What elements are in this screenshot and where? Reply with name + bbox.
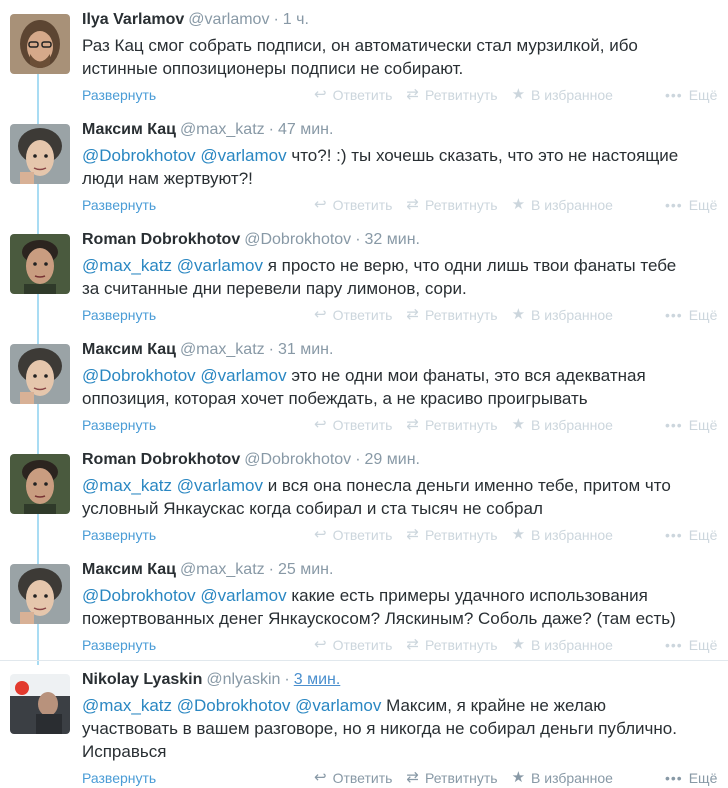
tweet[interactable] <box>0 660 728 788</box>
tweet-actions <box>82 526 728 544</box>
tweet-text-segment: условный Янкаускас когда собирал и ста тысяч не собрал <box>82 499 543 518</box>
fullname[interactable]: Максим Кац <box>82 561 176 578</box>
tweet-text-line <box>82 167 720 190</box>
tweet-text-segment: какие есть примеры удачного использования <box>286 586 648 605</box>
expand-link[interactable]: Развернуть <box>82 527 157 543</box>
favorite-button[interactable]: ★ В избранное <box>511 526 613 543</box>
favorite-button[interactable]: ★ В избранное <box>511 86 613 103</box>
avatar[interactable] <box>10 124 70 184</box>
retweet-button[interactable]: ⇄ Ретвитнуть <box>406 306 498 323</box>
tweet-header: Roman Dobrokhotov @Dobrokhotov · 29 мин. <box>82 451 420 468</box>
favorite-button[interactable]: ★ В избранное <box>511 306 613 323</box>
tweet-header: Ilya Varlamov @varlamov · 1 ч. <box>82 11 309 28</box>
favorite-button[interactable]: ★ В избранное <box>511 196 613 213</box>
fullname[interactable]: Ilya Varlamov <box>82 11 185 28</box>
reply-button[interactable]: ↩ Ответить <box>314 769 393 786</box>
tweet-text-line <box>82 277 720 300</box>
more-dots-icon: ••• <box>665 637 683 653</box>
expand-link[interactable]: Развернуть <box>82 197 157 213</box>
retweet-icon: ⇄ <box>406 526 419 543</box>
reply-icon: ↩ <box>314 196 327 213</box>
reply-icon: ↩ <box>314 306 327 323</box>
retweet-button[interactable]: ⇄ Ретвитнуть <box>406 86 498 103</box>
timestamp[interactable]: 32 мин. <box>364 231 420 248</box>
expand-link[interactable]: Развернуть <box>82 770 157 786</box>
more-dots-icon: ••• <box>665 307 683 323</box>
tweet-text-line <box>82 387 720 410</box>
retweet-icon: ⇄ <box>406 636 419 653</box>
tweet[interactable] <box>0 0 728 110</box>
tweet-text-segment: Раз Кац смог собрать подписи, он автоматически стал мурзилкой, ибо <box>82 36 638 55</box>
tweet-actions <box>82 636 728 654</box>
more-dots-icon: ••• <box>665 197 683 213</box>
tweet-text <box>82 694 720 763</box>
star-icon: ★ <box>511 306 526 323</box>
tweet-text <box>82 144 720 190</box>
mention-link[interactable]: @varlamov <box>200 586 287 605</box>
retweet-icon: ⇄ <box>406 306 419 323</box>
star-icon: ★ <box>511 196 526 213</box>
favorite-button[interactable]: ★ В избранное <box>511 416 613 433</box>
tweet-text-segment: люди нам жертвуют?! <box>82 169 253 188</box>
mention-link[interactable]: @max_katz <box>82 696 173 715</box>
tweet-text-line <box>82 584 720 607</box>
tweet-text-line <box>82 474 720 497</box>
more-button[interactable]: ••• Ещё <box>665 307 718 323</box>
timestamp[interactable]: 31 мин. <box>277 341 334 358</box>
favorite-button[interactable]: ★ В избранное <box>511 769 613 786</box>
expand-link[interactable]: Развернуть <box>82 307 157 323</box>
reply-icon: ↩ <box>314 526 327 543</box>
tweet-text-line <box>82 717 720 740</box>
retweet-icon: ⇄ <box>406 769 419 786</box>
tweet-actions <box>82 306 728 324</box>
more-button[interactable]: ••• Ещё <box>665 770 718 786</box>
tweet[interactable] <box>0 110 728 220</box>
more-dots-icon: ••• <box>665 770 683 786</box>
timestamp[interactable]: 47 мин. <box>277 121 334 138</box>
tweet-actions <box>82 416 728 434</box>
tweet-text-line <box>82 607 720 630</box>
reply-button[interactable]: ↩ Ответить <box>314 416 393 433</box>
username[interactable]: @Dobrokhotov <box>244 451 352 468</box>
avatar[interactable] <box>10 344 70 404</box>
star-icon: ★ <box>511 526 526 543</box>
fullname[interactable]: Nikolay Lyaskin <box>82 671 203 688</box>
username[interactable]: @Dobrokhotov <box>244 231 352 248</box>
favorite-button[interactable]: ★ В избранное <box>511 636 613 653</box>
tweet-header: Максим Кац @max_katz · 31 мин. <box>82 341 334 358</box>
reply-button[interactable]: ↩ Ответить <box>314 196 393 213</box>
more-dots-icon: ••• <box>665 527 683 543</box>
tweet-text-line <box>82 144 720 167</box>
username[interactable]: @varlamov <box>188 11 270 28</box>
avatar[interactable] <box>10 14 70 74</box>
tweet-text-line <box>82 694 720 717</box>
tweet[interactable] <box>0 440 728 550</box>
more-button[interactable]: ••• Ещё <box>665 197 718 213</box>
mention-link[interactable]: @varlamov <box>176 476 263 495</box>
star-icon: ★ <box>511 416 526 433</box>
reply-button[interactable]: ↩ Ответить <box>314 86 393 103</box>
retweet-icon: ⇄ <box>406 86 419 103</box>
tweet-header: Максим Кац @max_katz · 25 мин. <box>82 561 334 578</box>
retweet-button[interactable]: ⇄ Ретвитнуть <box>406 526 498 543</box>
fullname[interactable]: Roman Dobrokhotov <box>82 451 241 468</box>
tweet-text-line <box>82 57 720 80</box>
mention-link[interactable]: @varlamov <box>176 256 263 275</box>
timestamp[interactable]: 1 ч. <box>282 11 309 28</box>
tweet-actions <box>82 86 728 104</box>
tweet-text-segment: оппозиция, которая хочет побеждать, а не красиво проигрывать <box>82 389 588 408</box>
username[interactable]: @max_katz <box>179 561 265 578</box>
tweet-text <box>82 254 720 300</box>
tweet-header: Максим Кац @max_katz · 47 мин. <box>82 121 334 138</box>
more-dots-icon: ••• <box>665 417 683 433</box>
avatar[interactable] <box>10 234 70 294</box>
more-button[interactable]: ••• Ещё <box>665 637 718 653</box>
mention-link[interactable]: @Dobrokhotov <box>82 366 196 385</box>
star-icon: ★ <box>511 86 526 103</box>
more-button[interactable]: ••• Ещё <box>665 417 718 433</box>
avatar[interactable] <box>10 454 70 514</box>
retweet-icon: ⇄ <box>406 416 419 433</box>
timestamp[interactable]: 29 мин. <box>364 451 420 468</box>
mention-link[interactable]: @Dobrokhotov <box>82 586 196 605</box>
tweet-text <box>82 34 720 80</box>
username[interactable]: @max_katz <box>179 341 265 358</box>
tweet-text-segment: истинные оппозиционеры подписи не собирают. <box>82 59 464 78</box>
retweet-button[interactable]: ⇄ Ретвитнуть <box>406 769 498 786</box>
username[interactable]: @max_katz <box>179 121 265 138</box>
more-button[interactable]: ••• Ещё <box>665 87 718 103</box>
tweet[interactable] <box>0 220 728 330</box>
tweet[interactable] <box>0 330 728 440</box>
retweet-button[interactable]: ⇄ Ретвитнуть <box>406 416 498 433</box>
fullname[interactable]: Максим Кац <box>82 121 176 138</box>
mention-link[interactable]: @max_katz <box>82 256 173 275</box>
tweet-text-segment: участвовать в вашем разговоре, но я никогда не собирал деньги публично. <box>82 719 677 738</box>
tweet-text-segment: я просто не верю, что одни лишь твои фанаты тебе <box>262 256 677 275</box>
username[interactable]: @nlyaskin <box>206 671 281 688</box>
avatar[interactable] <box>10 674 70 734</box>
mention-link[interactable]: @varlamov <box>200 366 287 385</box>
tweet-header: Roman Dobrokhotov @Dobrokhotov · 32 мин. <box>82 231 420 248</box>
avatar[interactable] <box>10 564 70 624</box>
tweet-text-line <box>82 497 720 520</box>
expand-link[interactable]: Развернуть <box>82 87 157 103</box>
reply-icon: ↩ <box>314 769 327 786</box>
tweet-text <box>82 364 720 410</box>
mention-link[interactable]: @Dobrokhotov <box>82 146 196 165</box>
star-icon: ★ <box>511 636 526 653</box>
retweet-button[interactable]: ⇄ Ретвитнуть <box>406 196 498 213</box>
tweet-text-line <box>82 364 720 387</box>
tweet[interactable] <box>0 550 728 660</box>
tweet-text <box>82 584 720 630</box>
fullname[interactable]: Максим Кац <box>82 341 176 358</box>
expand-link[interactable]: Развернуть <box>82 417 157 433</box>
mention-link[interactable]: @max_katz <box>82 476 173 495</box>
mention-link[interactable]: @varlamov <box>200 146 287 165</box>
tweet-text-segment: за считанные дни перевели пару лимонов, сори. <box>82 279 467 298</box>
tweet-text-segment: Исправься <box>82 742 167 761</box>
reply-icon: ↩ <box>314 416 327 433</box>
timestamp[interactable]: 3 мин. <box>293 671 341 688</box>
tweet-text-segment: что?! :) ты хочешь сказать, что это не настоящие <box>286 146 679 165</box>
tweet-text-line <box>82 34 720 57</box>
expand-link[interactable]: Развернуть <box>82 637 157 653</box>
tweet-text-segment: и вся она понесла деньги именно тебе, притом что <box>262 476 671 495</box>
tweet-text <box>82 474 720 520</box>
timestamp[interactable]: 25 мин. <box>277 561 334 578</box>
reply-button[interactable]: ↩ Ответить <box>314 306 393 323</box>
reply-icon: ↩ <box>314 636 327 653</box>
tweet-text-segment: Максим, я крайне не желаю <box>381 696 606 715</box>
tweet-actions <box>82 769 728 787</box>
more-dots-icon: ••• <box>665 87 683 103</box>
reply-icon: ↩ <box>314 86 327 103</box>
tweet-header: Nikolay Lyaskin @nlyaskin · 3 мин. <box>82 671 341 688</box>
mention-link[interactable]: @Dobrokhotov <box>176 696 291 715</box>
tweet-text-line <box>82 740 720 763</box>
fullname[interactable]: Roman Dobrokhotov <box>82 231 241 248</box>
more-button[interactable]: ••• Ещё <box>665 527 718 543</box>
reply-button[interactable]: ↩ Ответить <box>314 526 393 543</box>
mention-link[interactable]: @varlamov <box>295 696 382 715</box>
tweet-text-line <box>82 254 720 277</box>
retweet-icon: ⇄ <box>406 196 419 213</box>
tweet-actions <box>82 196 728 214</box>
tweet-text-segment: это не одни мои фанаты, это вся адекватная <box>286 366 646 385</box>
retweet-button[interactable]: ⇄ Ретвитнуть <box>406 636 498 653</box>
tweet-text-segment: пожертвованных денег Янкаускосом? Ляскиным? Соболь даже? (там есть) <box>82 609 676 628</box>
reply-button[interactable]: ↩ Ответить <box>314 636 393 653</box>
star-icon: ★ <box>511 769 526 786</box>
